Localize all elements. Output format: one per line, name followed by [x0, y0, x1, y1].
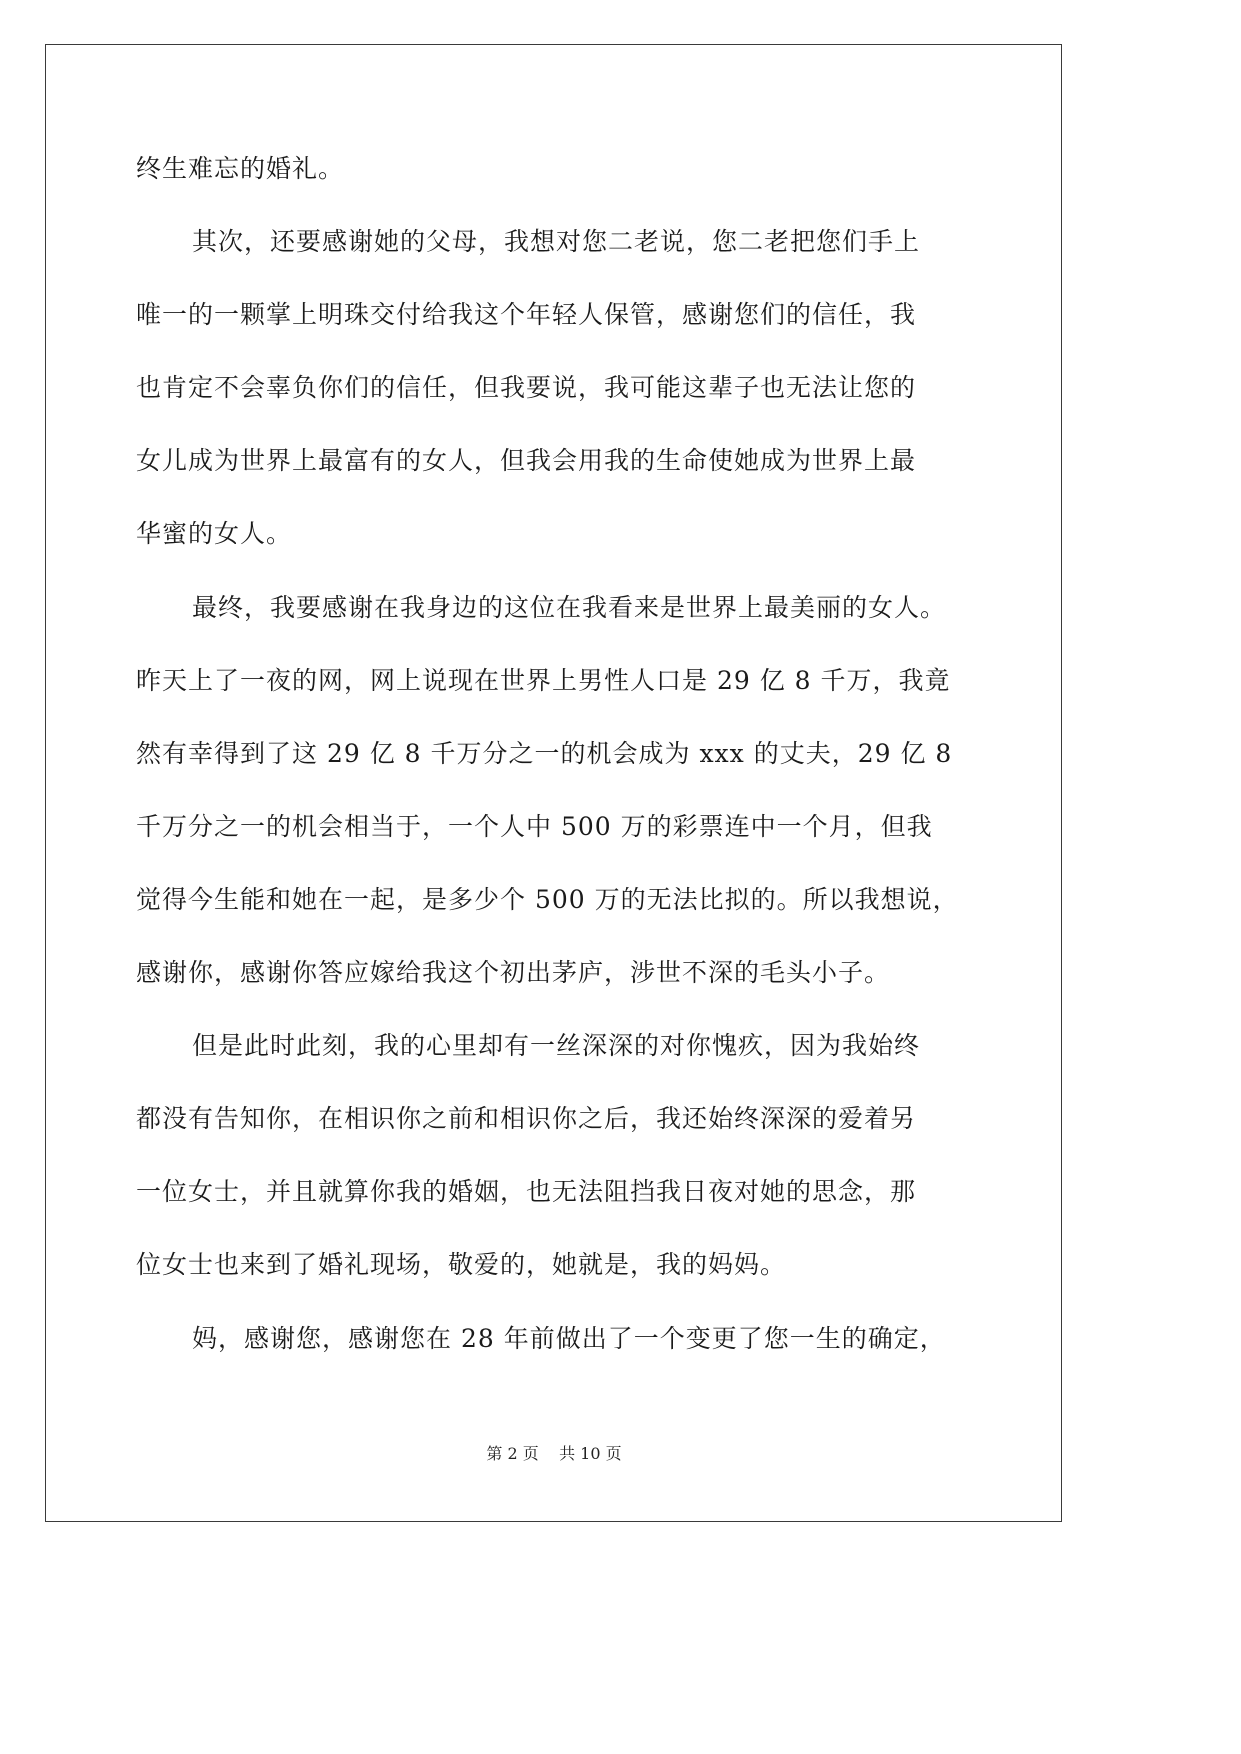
paragraph-start-line: 最终，我要感谢在我身边的这位在我看来是世界上最美丽的女人。 — [192, 592, 947, 622]
text-line: 也肯定不会辜负你们的信任，但我要说，我可能这辈子也无法让您的 — [136, 373, 917, 403]
text-line: 千万分之一的机会相当于，一个人中 500 万的彩票连中一个月，但我 — [136, 811, 933, 841]
text-line: 终生难忘的婚礼。 — [136, 154, 345, 183]
text-line: 女儿成为世界上最富有的女人，但我会用我的生命使她成为世界上最 — [136, 446, 917, 476]
text-line: 然有幸得到了这 29 亿 8 千万分之一的机会成为 xxx 的丈夫，29 亿 8 — [136, 738, 953, 768]
document-body — [136, 147, 986, 1390]
text-line: 感谢你，感谢你答应嫁给我这个初出茅庐，涉世不深的毛头小子。 — [136, 958, 891, 988]
text-line: 一位女士，并且就算你我的婚姻，也无法阻挡我日夜对她的思念，那 — [136, 1177, 917, 1207]
paragraph-start-line: 其次，还要感谢她的父母，我想对您二老说，您二老把您们手上 — [192, 227, 921, 257]
text-line: 唯一的一颗掌上明珠交付给我这个年轻人保管，感谢您们的信任，我 — [136, 300, 917, 330]
paragraph-start-line: 妈，感谢您，感谢您在 28 年前做出了一个变更了您一生的确定， — [192, 1323, 946, 1353]
text-line: 华蜜的女人。 — [136, 519, 293, 549]
paragraph-start-line: 但是此时此刻，我的心里却有一丝深深的对你愧疚，因为我始终 — [192, 1031, 921, 1061]
text-line: 位女士也来到了婚礼现场，敬爱的，她就是，我的妈妈。 — [136, 1250, 787, 1280]
text-line: 觉得今生能和她在一起，是多少个 500 万的无法比拟的。所以我想说， — [136, 884, 959, 914]
text-line: 昨天上了一夜的网，网上说现在世界上男性人口是 29 亿 8 千万，我竟 — [136, 665, 951, 695]
text-line: 都没有告知你，在相识你之前和相识你之后，我还始终深深的爱着另 — [136, 1104, 917, 1134]
page-footer: 第 2 页 共 10 页 — [486, 1444, 622, 1463]
